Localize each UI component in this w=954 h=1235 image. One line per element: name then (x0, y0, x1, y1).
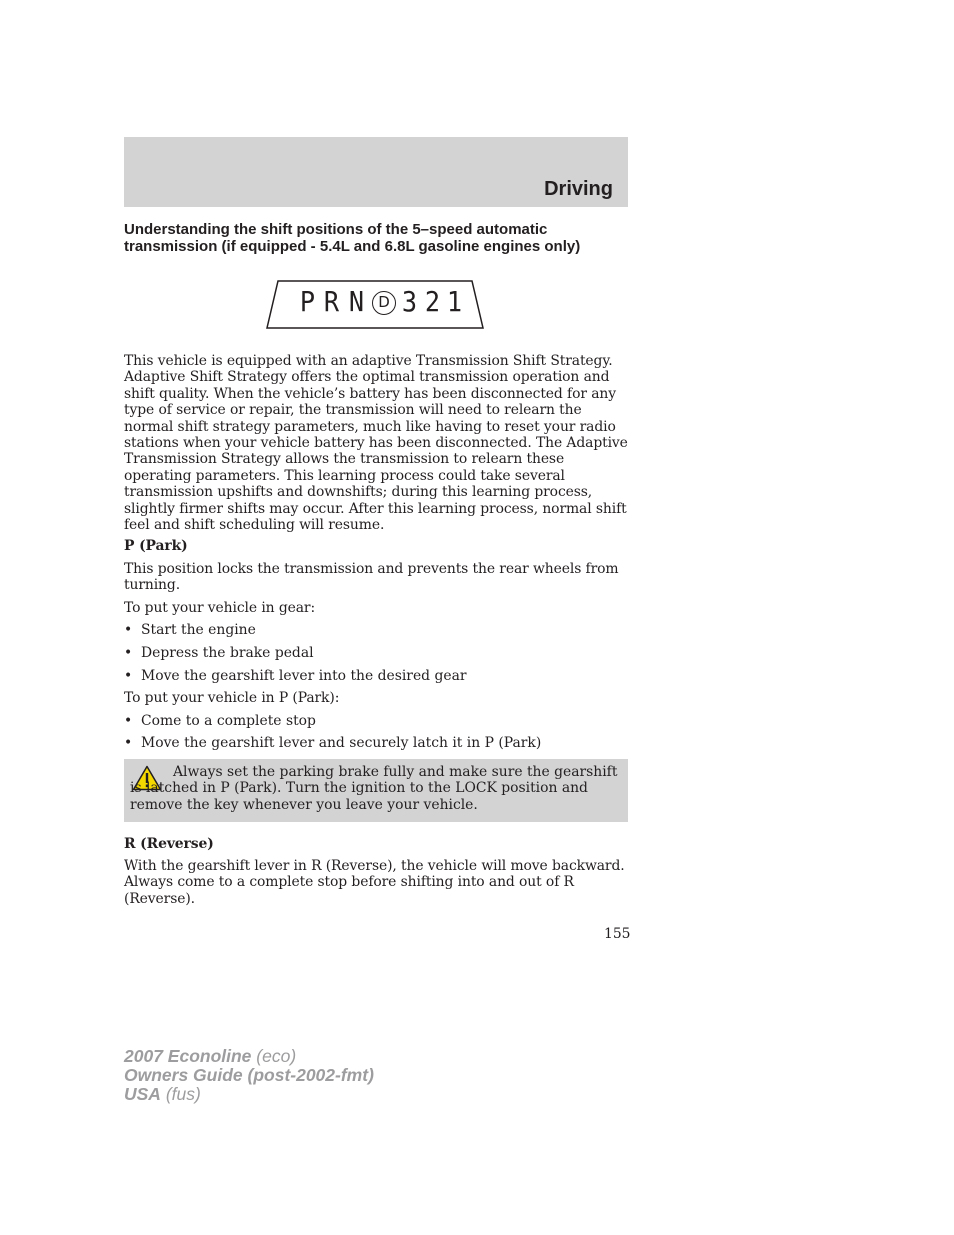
heading-line-1: Understanding the shift positions of the 5–speed automatic (124, 221, 548, 238)
gear-n: N (348, 285, 365, 318)
gear-2: 2 (424, 285, 441, 318)
list-item-text: Start the engine (141, 622, 256, 638)
gear-1: 1 (446, 285, 463, 318)
park-heading: P (Park) (124, 538, 188, 554)
warning-text: Always set the parking brake fully and make sure the gearshift is latched in P (Park). Turn the ignition to the LOCK position and remove the key whenever you leave your vehicle. (130, 764, 618, 813)
reverse-heading: R (Reverse) (124, 836, 214, 852)
footer-model-code: (eco) (251, 1046, 297, 1066)
heading-line-2: transmission (if equipped - 5.4L and 6.8L gasoline engines only) (124, 238, 581, 255)
bullet-icon: • (124, 645, 133, 661)
document-footer (124, 1047, 374, 1104)
intro-paragraph: This vehicle is equipped with an adaptive Transmission Shift Strategy. Adaptive Shift Strategy offers the optimal transmission operation and shift quality. When the vehicle’s battery has been disconnected for any type of service or repair, the transmission will need to relearn the normal shift strategy parameters, much like having to reset your radio stations when your vehicle battery has been disconnected. The Adaptive Transmission Strategy allows the transmission to relearn these operating parameters. This learning process could take several transmission upshifts and downshifts; during this learning process, slightly firmer shifts may occur. After this learning process, normal shift feel and shift scheduling will resume. (124, 353, 628, 534)
footer-model: 2007 Econoline (124, 1046, 252, 1066)
gear-indicator (266, 280, 484, 330)
section-heading (124, 221, 644, 255)
list-item-text: Move the gearshift lever into the desired gear (141, 668, 467, 684)
gear-d-circled: D (372, 291, 396, 315)
bullet-icon: • (124, 668, 133, 684)
footer-market: USA (124, 1084, 161, 1104)
bullet-icon: • (124, 713, 133, 729)
footer-guide: Owners Guide (post-2002-fmt) (124, 1065, 374, 1085)
gear-3: 3 (401, 285, 418, 318)
park-paragraph: This position locks the transmission and prevents the rear wheels from turning. (124, 561, 619, 594)
warning-box (124, 759, 628, 822)
gear-r: R (323, 285, 340, 318)
reverse-paragraph: With the gearshift lever in R (Reverse), the vehicle will move backward. Always come to a complete stop before shifting into and out of R (Reverse). (124, 858, 625, 907)
bullet-icon: • (124, 622, 133, 638)
list-item-text: Move the gearshift lever and securely latch it in P (Park) (141, 735, 542, 751)
gear-intro: To put your vehicle in gear: (124, 600, 316, 616)
footer-market-code: (fus) (160, 1084, 201, 1104)
list-item-text: Depress the brake pedal (141, 645, 314, 661)
section-title: Driving (544, 178, 613, 200)
list-item-text: Come to a complete stop (141, 713, 316, 729)
section-header-band (124, 137, 628, 207)
park-intro: To put your vehicle in P (Park): (124, 690, 340, 706)
bullet-icon: • (124, 735, 133, 751)
page-number: 155 (604, 926, 631, 942)
gear-p: P (299, 285, 316, 318)
